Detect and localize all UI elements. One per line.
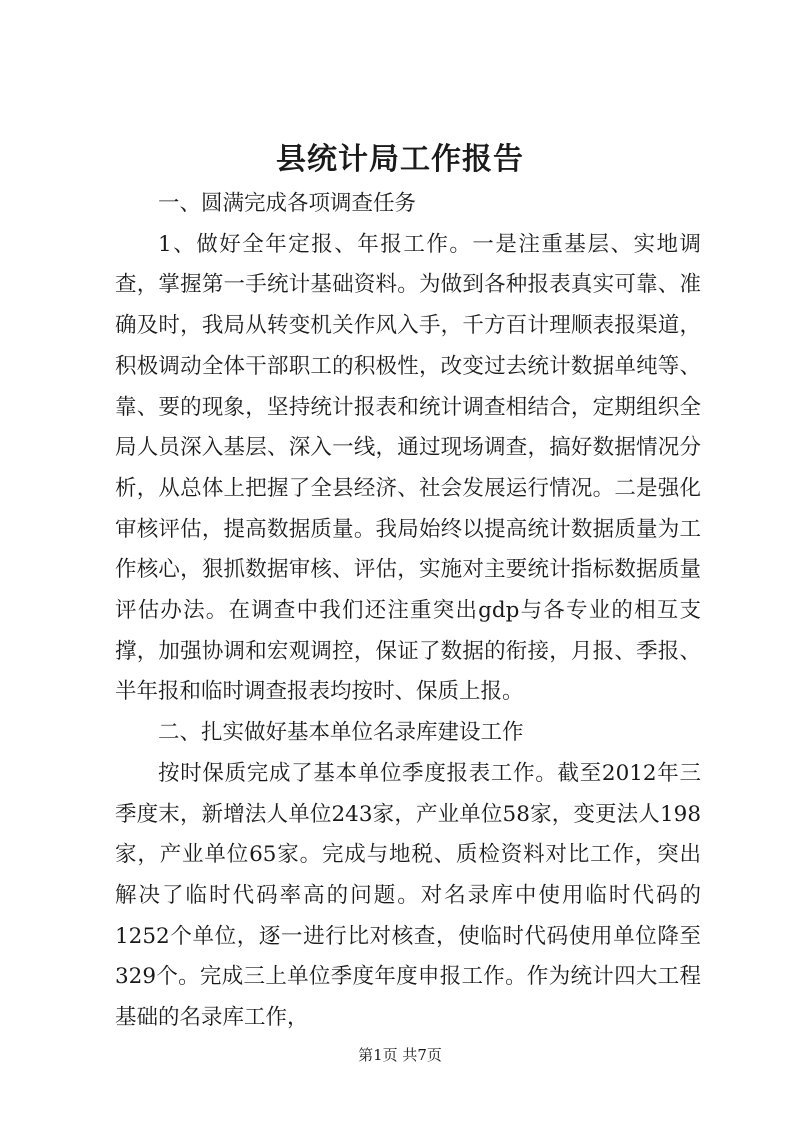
page-footer: 第1页 共7页 [358,1046,442,1064]
section-heading-1: 一、圆满完成各项调查任务 [158,191,417,216]
paragraph-1: 1、做好全年定报、年报工作。一是注重基层、实地调查，掌握第一手统计基础资料。为做到各种报表真实可靠、准确及时，我局从转变机关作风入手，千方百计理顺表报渠道，积极调动全体干部职工的积极性，改变过去统计数据单纯等、靠、要的现象，坚持统计报表和统计调查相结合，定期组织全局人员深入基层、深入一线，通过现场调查，搞好数据情况分析，从总体上把握了全县经济、社会发展运行情况。二是强化审核评估，提高数据质量。我局始终以提高统计数据质量为工作核心，狠抓数据审核、评估，实施对主要统计指标数据质量评估办法。在调查中我们还注重突出gdp与各专业的相互支撑，加强协调和宏观调控，保证了数据的衔接，月报、季报、半年报和临时调查报表均按时、保质上报。 [115,231,701,705]
paragraph-2: 按时保质完成了基本单位季度报表工作。截至2012年三季度末，新增法人单位243家，产业单位58家，变更法人198家，产业单位65家。完成与地税、质检资料对比工作，突出解决了临时代码率高的问题。对名录库中使用临时代码的1252个单位，逐一进行比对核查，使临时代码使用单位降至329个。完成三上单位季度年度申报工作。作为统计四大工程基础的名录库工作， [115,760,701,1031]
document-body [115,184,701,1039]
section-heading-2: 二、扎实做好基本单位名录库建设工作 [158,720,524,746]
page-title: 县统计局工作报告 [276,142,524,177]
